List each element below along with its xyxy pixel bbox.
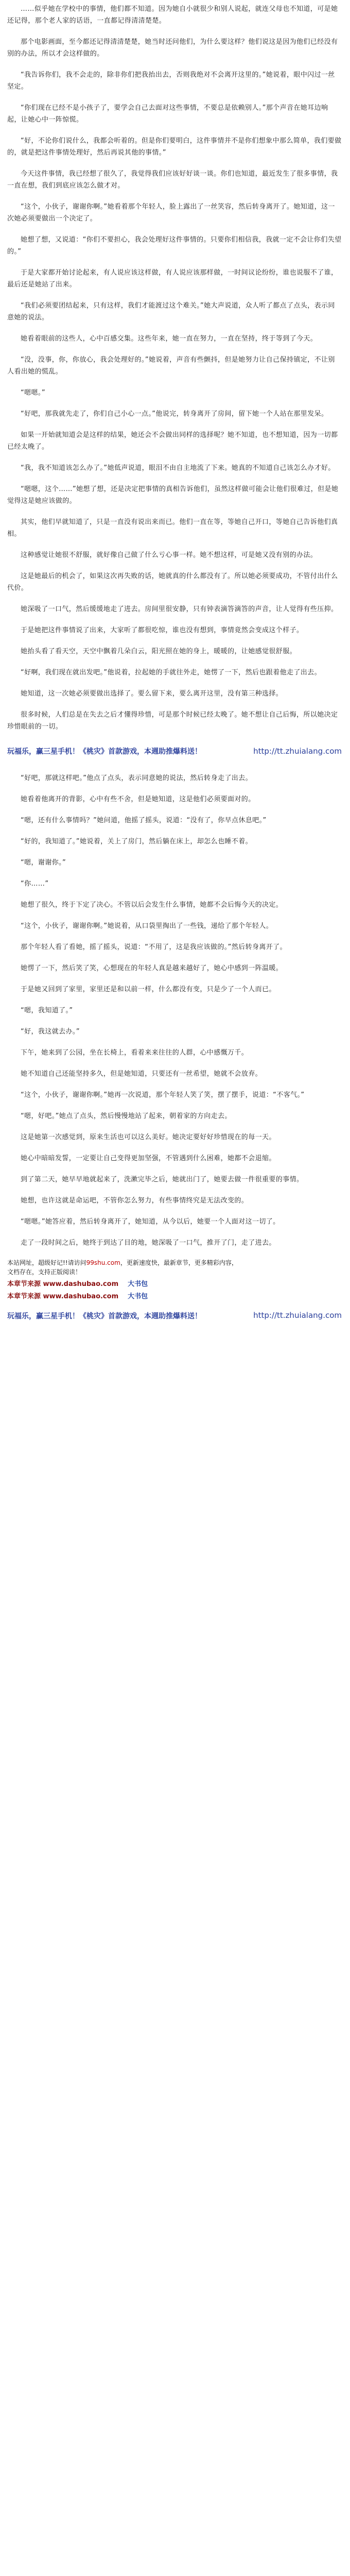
paragraph: 很多时候，人们总是在失去之后才懂得珍惜，可是那个时候已经太晚了。她不想让自己后悔，所以她决定珍惜眼前的一切。 [7,711,338,731]
source-line [7,1280,342,1289]
source-text-2: 本章节来源 www.dashubao.com [7,1293,119,1300]
paragraph: “嗯，谢谢你。” [21,859,66,867]
promo-text[interactable]: 玩福乐，赢三星手机！《桃灾》首款游戏，本週助推爆料送！ [7,748,202,756]
paragraph: “嗯嗯。” [21,389,45,397]
paragraph: ……似乎她在学校中的事情，他们都不知道。因为她自小就很少和别人说起，就连父母也不知道，可是她还记得，那个老人家的话语，一直都记得清清楚楚。 [7,5,338,25]
promo-url[interactable]: http://tt.zhuialang.com [253,747,342,756]
paragraph: 这是她最后的机会了，如果这次再失败的话，她就真的什么都没有了。所以她必须要成功，不管付出什么代价。 [7,572,338,592]
paragraph: “没，没事，你，你放心，我会处理好的。”她说着，声音有些颤抖，但是她努力让自己保持镇定，不让别人看出她的慌乱。 [7,356,335,376]
paragraph: 下午，她来到了公园，坐在长椅上，看着来来往往的人群，心中感慨万千。 [21,1049,249,1057]
paragraph: 走了一段时间之后，她终于到达了目的地，她深吸了一口气，推开了门，走了进去。 [21,1239,276,1247]
site-notice [7,1258,342,1301]
paragraph: 那个年轻人看了看她，摇了摇头，说道：“不用了，这是我应该做的。”然后转身离开了。 [21,943,287,951]
footer-banner[interactable] [7,1311,342,1321]
paragraph: 于是大家都开始讨论起来，有人说应该这样做，有人说应该那样做，一时间议论纷纷，谁也说服不了谁，最后还是她站了出来。 [7,269,338,289]
paragraph: 如果一开始就知道会是这样的结果，她还会不会做出同样的选择呢？她不知道，也不想知道，因为一切都已经太晚了。 [7,431,338,451]
paragraph: “我，我不知道该怎么办了。”她低声说道，眼泪不由自主地流了下来。她真的不知道自己该怎么办才好。 [21,464,335,472]
article-body-top [7,3,342,733]
paragraph: 她心中暗暗发誓，一定要让自己变得更加坚强，不管遇到什么困难，她都不会退缩。 [21,1155,276,1162]
paragraph: 她想了想，又说道：“你们不要担心，我会处理好这件事情的。只要你们相信我，我就一定不会让你们失望的。” [7,236,342,256]
paragraph: “这个，小伙子，谢谢你啊。”她再一次说道，那个年轻人笑了笑，摆了摆手，说道：“不客气。” [21,1091,305,1099]
paragraph: “嗯嗯，这个……”她想了想，还是决定把事情的真相告诉他们，虽然这样做可能会让他们很难过，但是她觉得这是她应该做的。 [7,485,339,505]
paragraph: “嗯，好吧。”她点了点头，然后慢慢地站了起来，朝着家的方向走去。 [21,1112,232,1120]
source-line-2 [7,1292,342,1301]
paragraph: “好吧，那我就先走了，你们自己小心一点。”他说完，转身离开了房间，留下她一个人站在那里发呆。 [21,410,328,418]
paragraph: “好，我这就去办。” [21,1028,80,1036]
footer-url[interactable]: http://tt.zhuialang.com [253,1311,342,1320]
notice-line1-tail: ，更新速度快，最新章节，更多精彩内容， [120,1259,238,1266]
paragraph: “嗯嗯。”她答应着，然后转身离开了，她知道，从今以后，她要一个人面对这一切了。 [21,1218,280,1226]
paragraph: “你……” [21,880,49,888]
paragraph: 她知道，这一次她必须要做出选择了。要么留下来，要么离开这里，没有第三种选择。 [21,690,283,698]
paragraph: “好啊，我们现在就出发吧。”他说着，拉起她的手就往外走，她愣了一下，然后也跟着他走了出去。 [21,669,321,676]
paragraph: “嗯，还有什么事情吗？”她问道，他摇了摇头，说道：“没有了，你早点休息吧。” [21,817,267,824]
paragraph: 于是她把这件事情说了出来，大家听了都很吃惊，谁也没有想到，事情竟然会变成这个样子。 [21,626,304,634]
paragraph: “这个，小伙子，谢谢你啊。”她说着，从口袋里掏出了一些钱，递给了那个年轻人。 [21,922,273,930]
promo-banner[interactable] [7,742,342,761]
source-brand-2: 大书包 [128,1293,148,1300]
paragraph: 她不知道自己还能坚持多久，但是她知道，只要还有一丝希望，她就不会放弃。 [21,1070,262,1078]
paragraph: 其实，他们早就知道了，只是一直没有说出来而已。他们一直在等，等她自己开口，等她自己告诉他们真相。 [7,518,338,538]
paragraph: 她看着眼前的这些人，心中百感交集。这些年来，她一直在努力，一直在坚持，终于等到了今天。 [21,335,318,343]
paragraph: 于是她又回到了家里，家里还是和以前一样，什么都没有变，只是少了一个人而已。 [21,986,276,993]
paragraph: 她愣了一下，然后笑了笑，心想现在的年轻人真是越来越好了，她心中感到一阵温暖。 [21,964,283,972]
paragraph: 这种感觉让她很不舒服，就好像自己做了什么亏心事一样。她不想这样，可是她又没有别的办法。 [21,551,318,559]
paragraph: 她深吸了一口气，然后缓缓地走了进去。房间里很安静，只有钟表滴答滴答的声音，让人觉得有些压抑。 [21,605,338,613]
notice-line1: 本站网址，超级好记!!请访问 [7,1259,86,1266]
paragraph: 到了第二天，她早早地就起来了，洗漱完毕之后，她就出门了，她要去做一件很重要的事情。 [21,1176,304,1183]
paragraph: “好的，我知道了。”她说着，关上了房门，然后躺在床上，却怎么也睡不着。 [21,838,252,845]
paragraph: “这个，小伙子，谢谢你啊。”她看着那个年轻人，脸上露出了一丝笑容，然后转身离开了。她知道，这一次她必须要做出一个决定了。 [7,203,335,223]
source-text-1: 本章节来源 www.dashubao.com [7,1280,119,1288]
paragraph: 她抬头看了看天空，天空中飘着几朵白云，阳光照在她的身上，暖暖的，让她感觉很舒服。 [21,648,297,655]
paragraph: “我告诉你们，我不会走的，除非你们把我抬出去，否则我绝对不会离开这里的。”她说着，眼中闪过一丝坚定。 [7,71,335,91]
notice-url[interactable]: 99shu.com [86,1259,120,1266]
paragraph: 那个电影画面，至今都还记得清清楚楚，她当时还问他们，为什么要这样？他们说这是因为他们已经没有别的办法，所以才会这样做的。 [7,38,338,58]
paragraph: 她看着他离开的背影，心中有些不舍，但是她知道，这是他们必须要面对的。 [21,795,255,803]
footer-text[interactable]: 玩福乐，赢三星手机！《桃灾》首款游戏，本週助推爆料送！ [7,1312,202,1320]
paragraph: 今天这件事情，我已经想了很久了，我觉得我们应该好好谈一谈。你们也知道，最近发生了很多事情，我一直在想，我们到底应该怎么做才对。 [7,170,338,190]
paragraph: 她想，也许这就是命运吧，不管你怎么努力，有些事情终究是无法改变的。 [21,1197,249,1205]
paragraph: “好，不论你们说什么，我都会听着的。但是你们要明白，这件事情并不是你们想象中那么简单，我们要做的，就是把这件事情处理好，然后再说其他的事情。” [7,137,342,157]
notice-line2: 文档存在，支持正版阅读！ [7,1268,82,1276]
source-brand-1: 大书包 [128,1280,148,1288]
paragraph: “我们必须要团结起来，只有这样，我们才能渡过这个难关。”她大声说道，众人听了都点了点头，表示同意她的说法。 [7,302,335,321]
paragraph: 她想了很久，终于下定了决心。不管以后会发生什么事情，她都不会后悔今天的决定。 [21,901,283,909]
paragraph: “嗯，我知道了。” [21,1007,73,1014]
paragraph: 这是她第一次感觉到，原来生活也可以这么美好。她决定要好好珍惜现在的每一天。 [21,1133,276,1141]
article-body-bottom [7,772,342,1249]
paragraph: “好吧，那就这样吧。”他点了点头，表示同意她的说法，然后转身走了出去。 [21,774,252,782]
paragraph: “你们现在已经不是小孩子了，要学会自己去面对这些事情，不要总是依赖别人。”那个声音在她耳边响起，让她心中一阵惊慌。 [7,104,328,124]
